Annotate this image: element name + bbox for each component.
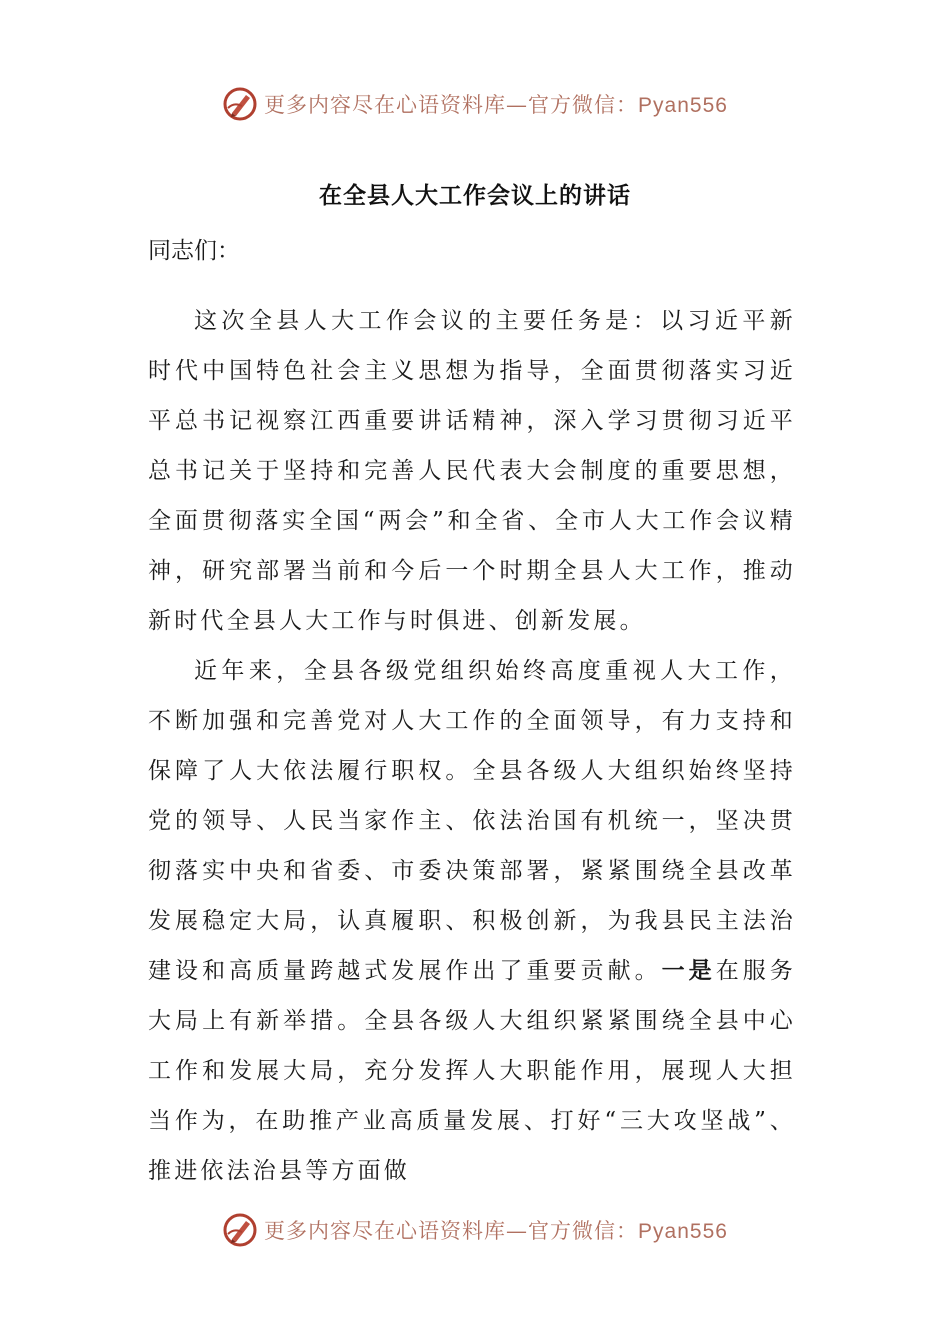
pen-logo-icon (222, 86, 258, 122)
paragraph-2-bold-lead: 一是 (661, 957, 716, 984)
salutation: 同志们： (148, 238, 240, 264)
watermark-banner-top (0, 82, 950, 126)
paragraph-2-text-b: 在服务大局上有新举措。全县各级人大组织紧紧围绕全县中心工作和发展大局，充分发挥人大职能作用，展现人大担当作为，在助推产业高质量发展、打好“三大攻坚战”、推进依法治县等方面做 (148, 958, 796, 1184)
wechat-id: Pyan556 (638, 94, 728, 117)
watermark-text: 更多内容尽在心语资料库—官方微信：Pyan556 (264, 93, 728, 117)
watermark-text: 更多内容尽在心语资料库—官方微信：Pyan556 (264, 1219, 728, 1243)
document-body (148, 296, 796, 1196)
paragraph-1: 这次全县人大工作会议的主要任务是：以习近平新时代中国特色社会主义思想为指导，全面贯彻落实习近平总书记视察江西重要讲话精神，深入学习贯彻习近平总书记关于坚持和完善人民代表大会制度的重要思想，全面贯彻落实全国“两会”和全省、全市人大工作会议精神，研究部署当前和今后一个时期全县人大工作，推动新时代全县人大工作与时俱进、创新发展。 (148, 308, 796, 634)
paragraph-2 (148, 646, 796, 1196)
paragraph-2-text-a: 近年来，全县各级党组织始终高度重视人大工作，不断加强和完善党对人大工作的全面领导，有力支持和保障了人大依法履行职权。全县各级人大组织始终坚持党的领导、人民当家作主、依法治国有机统一，坚决贯彻落实中央和省委、市委决策部署，紧紧围绕全县改革发展稳定大局，认真履职、积极创新，为我县民主法治建设和高质量跨越式发展作出了重要贡献。 (148, 658, 796, 984)
document-title: 在全县人大工作会议上的讲话 (319, 183, 631, 209)
watermark-banner-bottom (0, 1208, 950, 1252)
pen-logo-icon (222, 1212, 258, 1248)
wechat-id: Pyan556 (638, 1220, 728, 1243)
